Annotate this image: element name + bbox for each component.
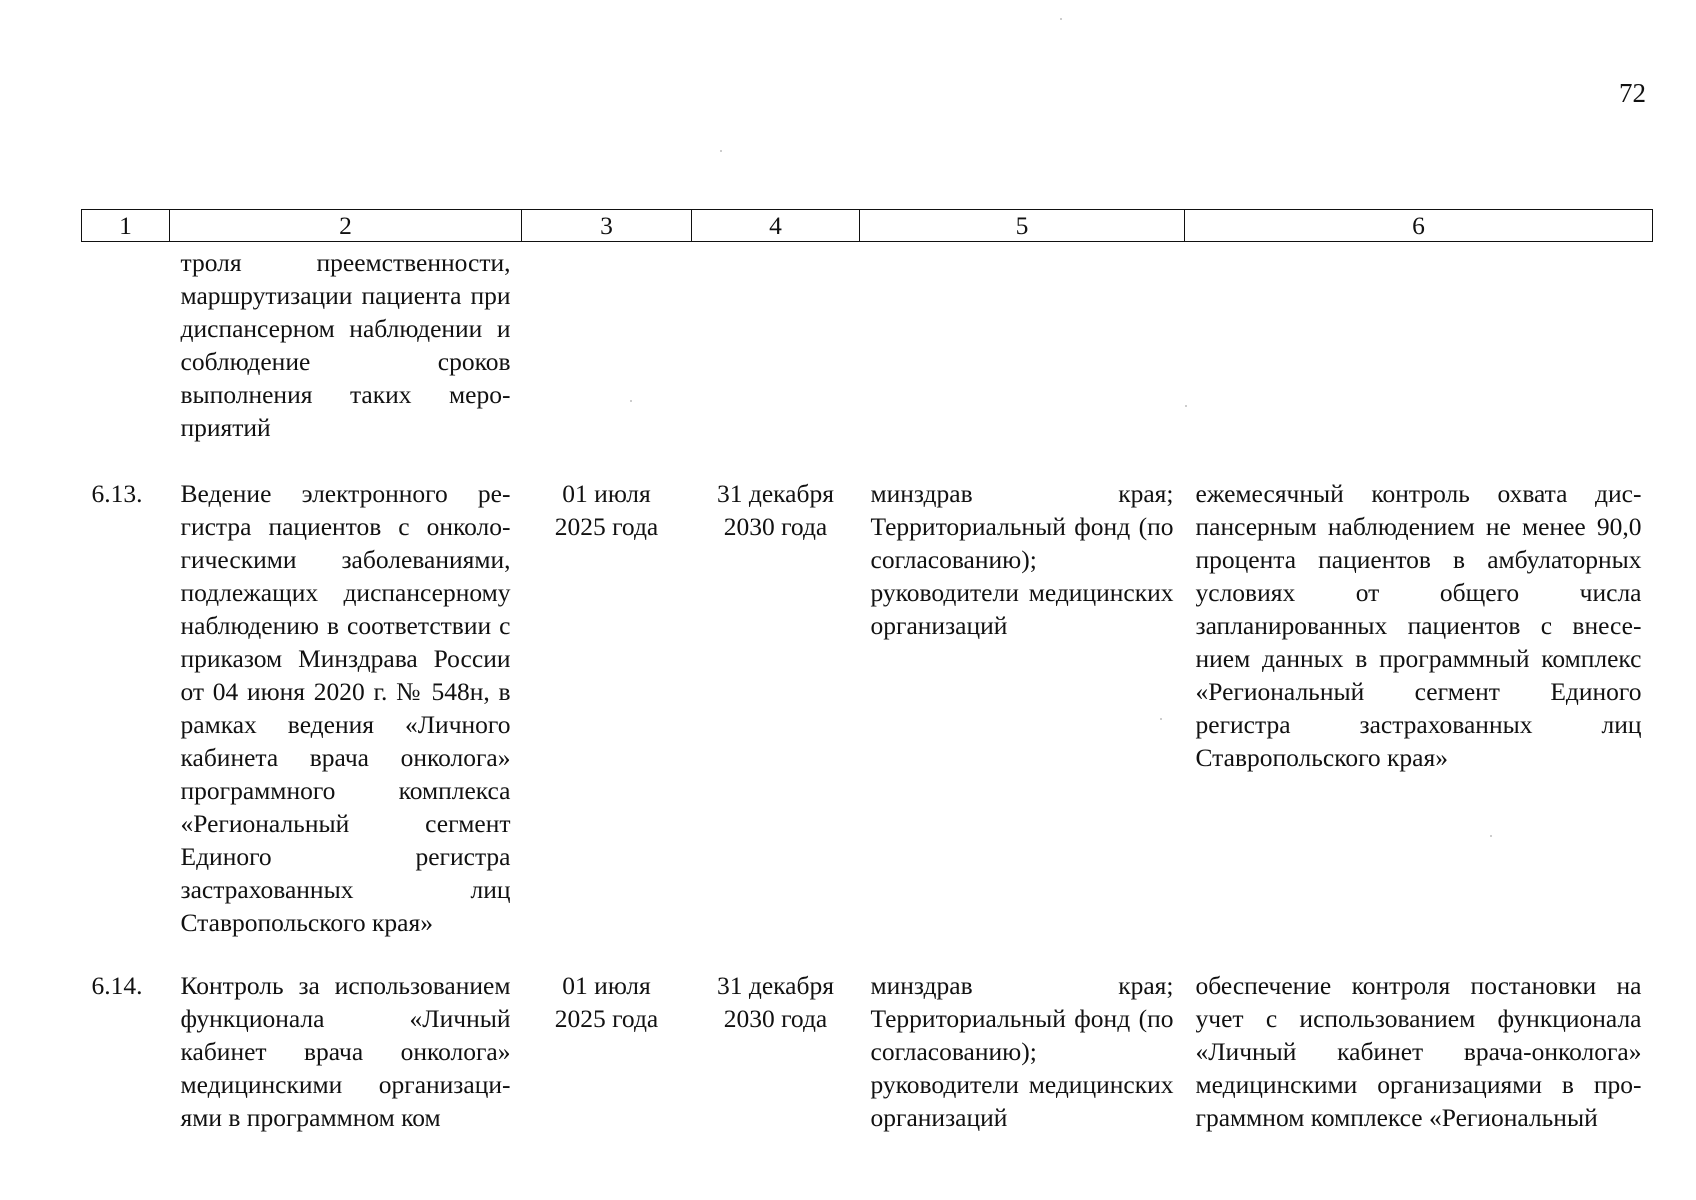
scan-speck: [720, 150, 722, 152]
column-number-2: 2: [170, 210, 522, 242]
measure-name: Контроль за использованием функционала «Личный кабинет врача онколога» медицинскими организациями в программном ком: [180, 971, 511, 1132]
end-date: [692, 969, 860, 1164]
start-date-year: 2025 года: [554, 512, 659, 541]
measure-name: Ведение электронного регистра пациентов с онкологическими заболеваниями, подлежащих диспансерному наблюдению в соответствии с приказом Минздрава России от 04 июня 2020 г. № 548н, в рамках ведения «Личного кабинета врача онколога» программного комплекса «Региональный сегмент Единого регистра застрахованных лиц Ставропольского края»: [180, 479, 511, 937]
responsible-executors: минздрав края; Территориальный фонд (по согласованию); руководители медицинских организаций: [870, 479, 1174, 640]
scan-speck: [1060, 18, 1062, 20]
end-date: [692, 477, 860, 969]
measures-table: [81, 209, 1653, 1164]
table-row-continuation: [82, 242, 1653, 478]
expected-result: ежемесячный контроль охвата диспансерным наблюдением не менее 90,0 процента пациентов в амбулаторных условиях от общего числа запланированных пациентов с внесением данных в программный комплекс «Региональный сегмент Единого регистра застрахованных лиц Ставропольского края»: [1195, 479, 1642, 772]
column-number-4: 4: [692, 210, 860, 242]
table-row: [82, 969, 1653, 1164]
column-number-6: 6: [1185, 210, 1653, 242]
column-number-row: [82, 210, 1653, 242]
scan-speck: [1185, 405, 1187, 407]
end-date-day: 31 декабря: [717, 971, 834, 1000]
start-date-day: 01 июля: [562, 971, 651, 1000]
end-date-year: 2030 года: [723, 512, 828, 541]
page-number: 72: [1619, 78, 1646, 108]
end-date-day: 31 декабря: [717, 479, 834, 508]
row-number: 6.14.: [91, 971, 143, 1000]
start-date: [522, 969, 692, 1164]
row-number: 6.13.: [91, 479, 143, 508]
measure-name: троля преемственности, маршрутизации пациента при диспансерном наблюдении и соблюдение сроков выполнения таких мероприятий: [180, 248, 511, 442]
responsible-executors: минздрав края; Территориальный фонд (по согласованию); руководители медицинских организаций: [870, 971, 1174, 1132]
expected-result: обеспечение контроля постановки на учет с использованием функционала «Личный кабинет врача-онколога» медицинскими организациями в программном комплексе «Региональный: [1195, 971, 1642, 1132]
start-date-day: 01 июля: [562, 479, 651, 508]
row-number: [82, 242, 170, 478]
start-date-year: 2025 года: [554, 1004, 659, 1033]
start-date: [522, 477, 692, 969]
table-header: [82, 210, 1653, 242]
scan-speck: [630, 400, 632, 402]
column-number-5: 5: [860, 210, 1185, 242]
scan-speck: [1490, 835, 1492, 837]
column-number-1: 1: [82, 210, 170, 242]
table-row: [82, 477, 1653, 969]
scan-speck: [1160, 718, 1162, 720]
column-number-3: 3: [522, 210, 692, 242]
end-date-year: 2030 года: [723, 1004, 828, 1033]
